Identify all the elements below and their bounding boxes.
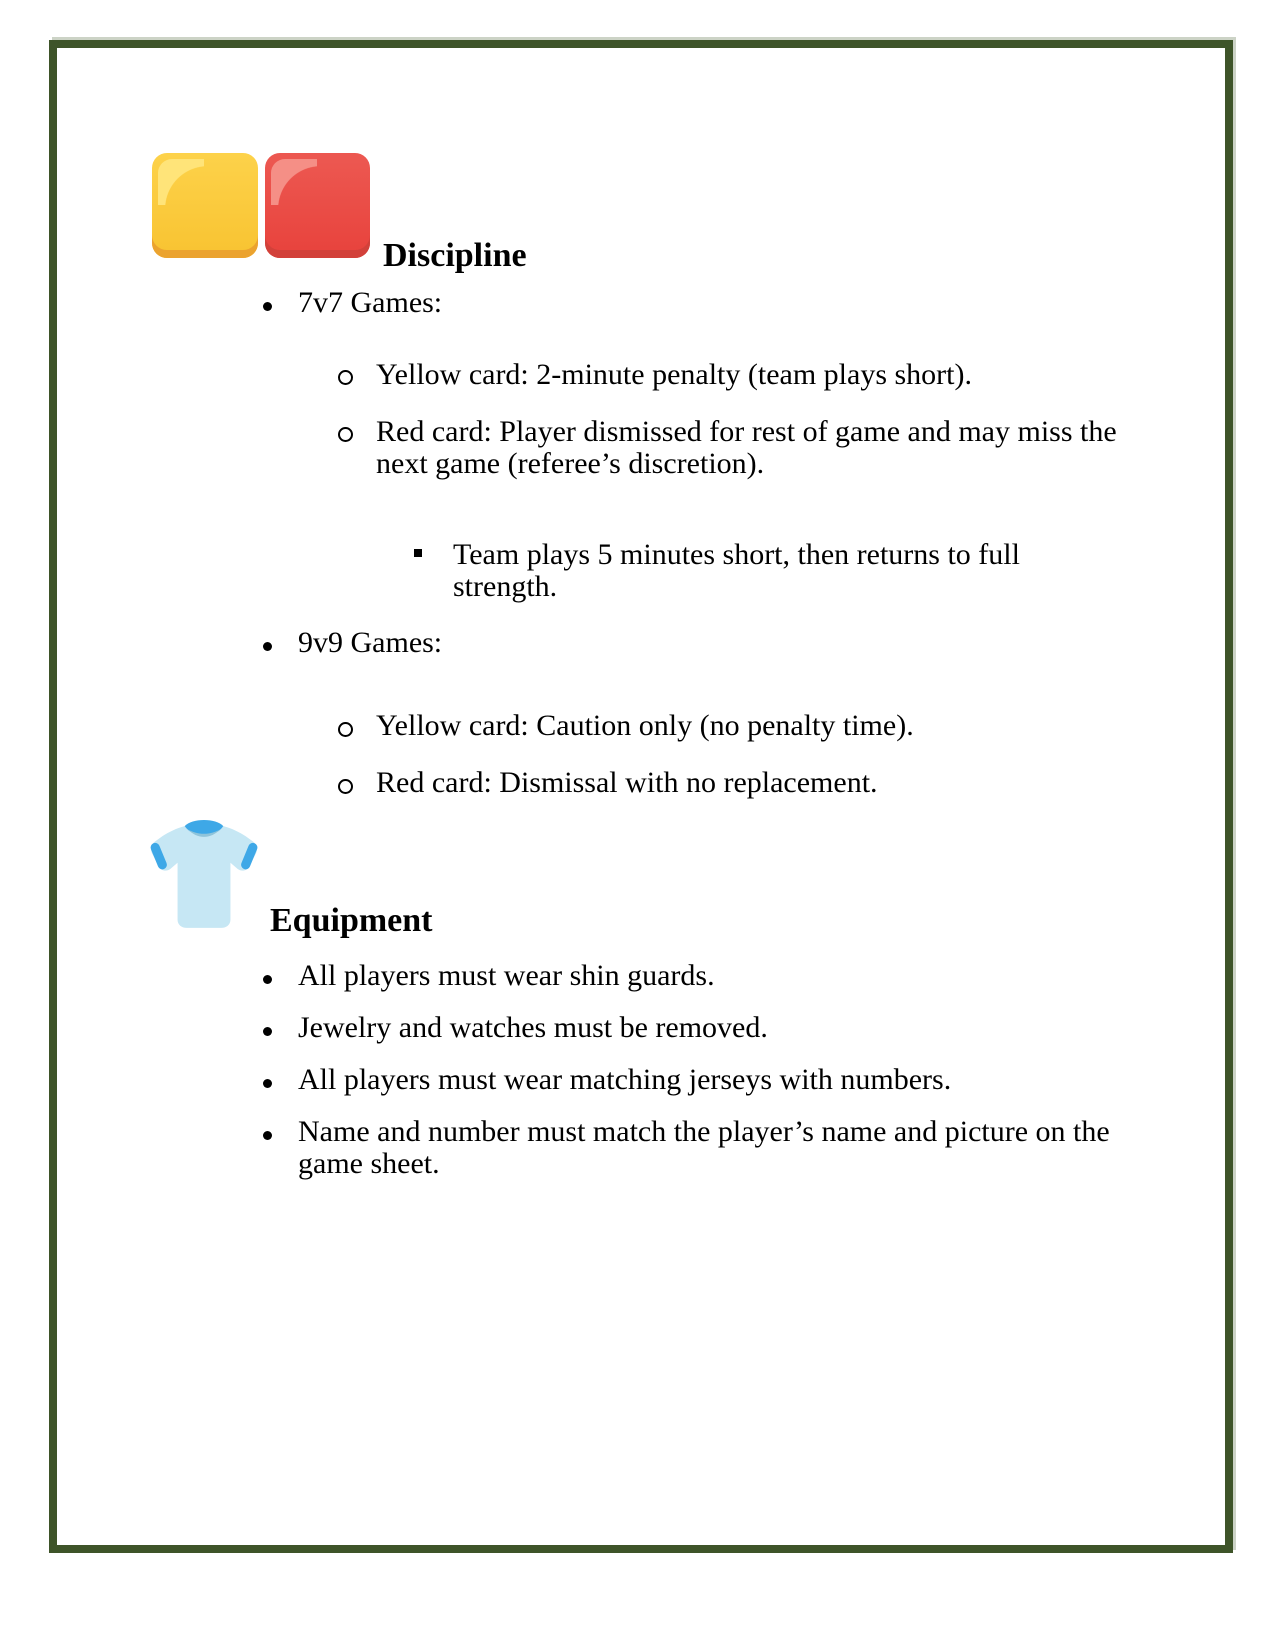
bullet-dot-icon <box>263 642 272 651</box>
list-item: Yellow card: Caution only (no penalty time). <box>376 709 914 742</box>
bullet-circle-icon <box>338 427 353 442</box>
card-shine <box>271 159 317 205</box>
bullet-dot-icon <box>263 975 272 984</box>
list-item: Jewelry and watches must be removed. <box>298 1011 768 1044</box>
list-item <box>453 539 1020 603</box>
list-item: All players must wear shin guards. <box>298 959 715 992</box>
list-item: Red card: Dismissal with no replacement. <box>376 766 878 799</box>
discipline-heading: Discipline <box>383 237 527 274</box>
list-item-line: game sheet. <box>298 1147 440 1180</box>
bullet-dot-icon <box>263 1027 272 1036</box>
bullet-dot-icon <box>263 302 272 311</box>
bullet-square-icon <box>414 549 422 557</box>
t-shirt-icon <box>148 818 260 937</box>
list-item-line: Name and number must match the player’s name and picture on the <box>298 1115 1110 1148</box>
list-item: 7v7 Games: <box>298 286 443 319</box>
list-item-line: next game (referee’s discretion). <box>376 447 765 480</box>
list-item <box>376 416 1117 480</box>
card-shine <box>158 159 204 205</box>
bullet-circle-icon <box>338 779 353 794</box>
bullet-dot-icon <box>263 1079 272 1088</box>
yellow-card-icon <box>152 153 258 258</box>
bullet-dot-icon <box>263 1131 272 1140</box>
list-item: All players must wear matching jerseys with numbers. <box>298 1063 952 1096</box>
list-item <box>298 1116 1110 1180</box>
list-item: Yellow card: 2-minute penalty (team plays short). <box>376 358 972 391</box>
list-item-line: Red card: Player dismissed for rest of game and may miss the <box>376 415 1117 448</box>
equipment-heading: Equipment <box>270 902 433 939</box>
list-item-line: strength. <box>453 570 558 603</box>
bullet-circle-icon <box>338 722 353 737</box>
list-item-line: Team plays 5 minutes short, then returns to full <box>453 538 1020 571</box>
list-item: 9v9 Games: <box>298 626 443 659</box>
bullet-circle-icon <box>338 370 353 385</box>
red-card-icon <box>265 153 370 258</box>
